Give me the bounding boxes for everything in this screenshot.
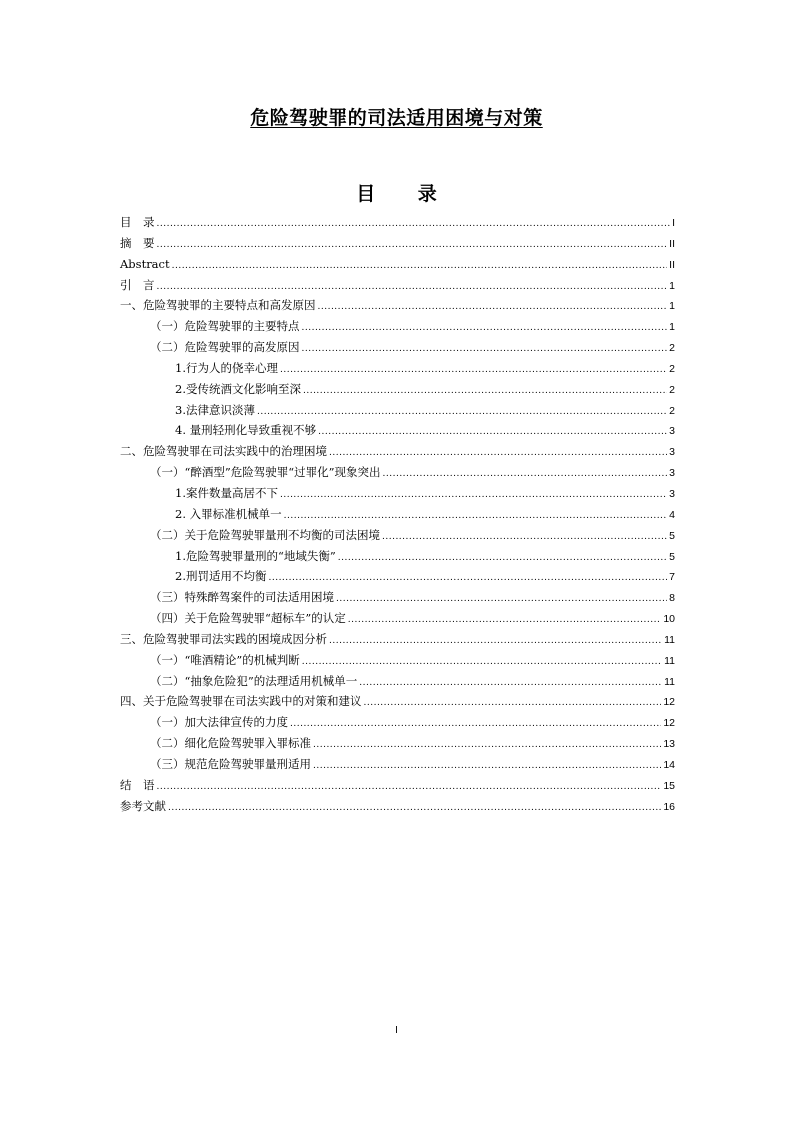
toc-entry-page: 16 — [663, 800, 675, 813]
toc-entry[interactable] — [120, 629, 675, 650]
toc-entry-page: 5 — [669, 550, 675, 563]
toc-dot-leader — [382, 525, 667, 548]
toc-entry-label: Abstract — [120, 256, 170, 271]
toc-entry-page: 2 — [669, 383, 675, 396]
toc-entry-label: （一）危险驾驶罪的主要特点 — [150, 319, 300, 334]
toc-dot-leader — [336, 587, 667, 610]
toc-entry[interactable] — [120, 691, 675, 712]
toc-dot-leader — [329, 629, 662, 652]
toc-dot-leader — [302, 316, 668, 339]
toc-entry[interactable] — [120, 441, 675, 462]
toc-dot-leader — [157, 212, 671, 235]
toc-entry-page: 12 — [663, 696, 675, 709]
toc-entry[interactable] — [120, 483, 675, 504]
toc-entry-page: 12 — [663, 717, 675, 730]
toc-dot-leader — [313, 733, 661, 756]
toc-entry-label: 2.刑罚适用不均衡 — [175, 569, 267, 584]
toc-entry-label: 摘 要 — [120, 235, 155, 250]
toc-dot-leader — [313, 754, 661, 777]
toc-entry[interactable] — [120, 358, 675, 379]
toc-dot-leader — [318, 420, 667, 443]
toc-entry-label: 1.案件数量高居不下 — [175, 485, 278, 500]
toc-entry-page: II — [669, 237, 675, 250]
toc-entry-label: 一、危险驾驶罪的主要特点和高发原因 — [120, 298, 316, 313]
toc-entry[interactable] — [120, 400, 675, 421]
toc-entry-label: （三）特殊醉驾案件的司法适用困境 — [150, 590, 334, 605]
toc-entry-page: II — [669, 258, 675, 271]
toc-entry[interactable] — [120, 650, 675, 671]
toc-entry[interactable] — [120, 754, 675, 775]
toc-dot-leader — [157, 275, 668, 298]
toc-entry[interactable] — [120, 712, 675, 733]
toc-entry[interactable] — [120, 275, 675, 296]
toc-dot-leader — [157, 775, 662, 798]
toc-dot-leader — [318, 295, 668, 318]
toc-entry-page: 11 — [664, 654, 675, 667]
toc-entry-label: 4. 量刑轻刑化导致重视不够 — [175, 423, 317, 438]
toc-entry[interactable] — [120, 233, 675, 254]
toc-entry-label: （二）危险驾驶罪的高发原因 — [150, 340, 300, 355]
table-of-contents — [120, 212, 675, 816]
toc-entry-label: 3.法律意识淡薄 — [175, 402, 255, 417]
toc-entry-label: （一）加大法律宣传的力度 — [150, 715, 288, 730]
toc-entry[interactable] — [120, 420, 675, 441]
toc-entry-page: 10 — [663, 613, 675, 626]
toc-entry-page: 11 — [664, 675, 675, 688]
toc-entry-label: 1.行为人的侥幸心理 — [175, 360, 278, 375]
toc-entry-label: 1.危险驾驶罪量刑的“地域失衡” — [175, 548, 336, 563]
toc-entry[interactable] — [120, 671, 675, 692]
toc-entry[interactable] — [120, 733, 675, 754]
toc-entry-page: 7 — [669, 571, 675, 584]
toc-dot-leader — [284, 504, 668, 527]
toc-entry-label: （二）“抽象危险犯”的法理适用机械单一 — [150, 673, 358, 688]
toc-entry-label: 引 言 — [120, 277, 155, 292]
toc-dot-leader — [338, 546, 667, 569]
toc-entry-label: （二）细化危险驾驶罪入罪标准 — [150, 736, 311, 751]
toc-dot-leader — [364, 691, 662, 714]
toc-dot-leader — [168, 796, 661, 819]
toc-entry[interactable] — [120, 254, 675, 275]
toc-dot-leader — [268, 566, 667, 589]
toc-dot-leader — [157, 233, 668, 256]
toc-entry-page: 4 — [669, 508, 675, 521]
toc-entry-page: I — [672, 217, 675, 229]
toc-entry-label: 目 录 — [120, 215, 155, 229]
toc-heading: 目 录 — [356, 183, 455, 205]
toc-entry-page: 2 — [669, 404, 675, 417]
toc-dot-leader — [359, 671, 662, 694]
toc-entry[interactable] — [120, 775, 675, 796]
toc-entry-label: 结 语 — [120, 777, 155, 792]
toc-entry-page: 2 — [669, 342, 675, 355]
toc-dot-leader — [290, 712, 661, 735]
toc-entry[interactable] — [120, 566, 675, 587]
toc-entry-label: 2.受传统酒文化影响至深 — [175, 381, 301, 396]
toc-entry[interactable] — [120, 587, 675, 608]
toc-entry-label: 二、危险驾驶罪在司法实践中的治理困境 — [120, 444, 327, 459]
toc-entry[interactable] — [120, 796, 675, 817]
toc-entry[interactable] — [120, 316, 675, 337]
toc-entry-label: （一）“醉酒型”危险驾驶罪“过罪化”现象突出 — [150, 465, 381, 480]
toc-entry[interactable] — [120, 379, 675, 400]
toc-entry-page: 11 — [664, 633, 675, 646]
toc-entry-label: （三）规范危险驾驶罪量刑适用 — [150, 756, 311, 771]
toc-entry-page: 13 — [663, 738, 675, 751]
toc-dot-leader — [302, 337, 668, 360]
toc-entry[interactable] — [120, 295, 675, 316]
toc-entry-label: （四）关于危险驾驶罪“超标车”的认定 — [150, 611, 346, 626]
toc-entry-label: （二）关于危险驾驶罪量刑不均衡的司法困境 — [150, 527, 380, 542]
toc-entry-page: 3 — [669, 467, 675, 480]
page-number: I — [395, 1025, 398, 1036]
toc-entry[interactable] — [120, 525, 675, 546]
toc-dot-leader — [383, 462, 668, 485]
toc-dot-leader — [302, 650, 662, 673]
toc-entry[interactable] — [120, 608, 675, 629]
toc-dot-leader — [257, 400, 667, 423]
toc-entry-label: （一）“唯酒精论”的机械判断 — [150, 652, 300, 667]
toc-entry-page: 1 — [669, 321, 675, 334]
toc-entry-page: 1 — [669, 300, 675, 313]
document-title: 危险驾驶罪的司法适用困境与对策 — [250, 107, 543, 129]
toc-entry[interactable] — [120, 504, 675, 525]
toc-dot-leader — [303, 379, 667, 402]
toc-entry-label: 2. 入罪标准机械单一 — [175, 506, 282, 521]
toc-entry[interactable] — [120, 212, 675, 233]
toc-entry-page: 2 — [669, 362, 675, 375]
toc-entry[interactable] — [120, 546, 675, 567]
toc-dot-leader — [172, 254, 668, 277]
toc-entry-page: 1 — [669, 279, 675, 292]
toc-entry-label: 四、关于危险驾驶罪在司法实践中的对策和建议 — [120, 694, 362, 709]
toc-dot-leader — [280, 483, 667, 506]
toc-entry-page: 3 — [669, 446, 675, 459]
toc-entry-page: 3 — [669, 487, 675, 500]
toc-dot-leader — [329, 441, 667, 464]
toc-entry-page: 3 — [669, 425, 675, 438]
toc-entry-page: 5 — [669, 529, 675, 542]
toc-entry[interactable] — [120, 462, 675, 483]
toc-dot-leader — [280, 358, 667, 381]
toc-dot-leader — [348, 608, 662, 631]
toc-entry-label: 参考文献 — [120, 798, 166, 813]
toc-entry-page: 15 — [663, 779, 675, 792]
toc-entry-page: 8 — [669, 592, 675, 605]
toc-entry-label: 三、危险驾驶罪司法实践的困境成因分析 — [120, 631, 327, 646]
toc-entry[interactable] — [120, 337, 675, 358]
toc-entry-page: 14 — [663, 758, 675, 771]
